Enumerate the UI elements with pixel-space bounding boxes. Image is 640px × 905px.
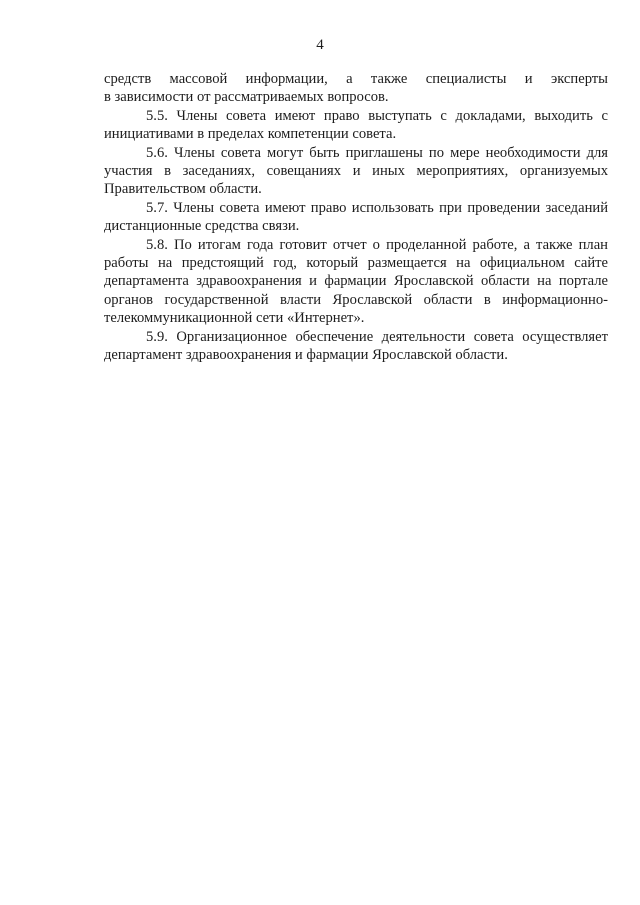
paragraph-5-6: 5.6. Члены совета могут быть приглашены по мере необходимости для участия в заседаниях, совещаниях и иных мероприятиях, организуемых Правительством области. [104, 144, 608, 198]
paragraph-5-5: 5.5. Члены совета имеют право выступать с докладами, выходить с инициативами в пределах компетенции совета. [104, 107, 608, 143]
paragraph-5-8: 5.8. По итогам года готовит отчет о проделанной работе, а также план работы на предстоящий год, который размещается на официальном сайте департамента здравоохранения и фармации Ярославской области на портале органов государственной власти Ярославской области в информационно-телекоммуникационной сети «Интернет». [104, 236, 608, 327]
paragraph-continuation-rest: в зависимости от рассматриваемых вопросов. [104, 89, 389, 106]
paragraph-continuation-line1: средств массовой информации, а также специалисты и эксперты [104, 71, 608, 87]
page-number: 4 [316, 37, 324, 53]
paragraph-continuation [104, 70, 608, 107]
document-body [104, 70, 608, 365]
paragraph-5-7: 5.7. Члены совета имеют право использовать при проведении заседаний дистанционные средства связи. [104, 199, 608, 235]
paragraph-5-9: 5.9. Организационное обеспечение деятельности совета осуществляет департамент здравоохранения и фармации Ярославской области. [104, 328, 608, 364]
